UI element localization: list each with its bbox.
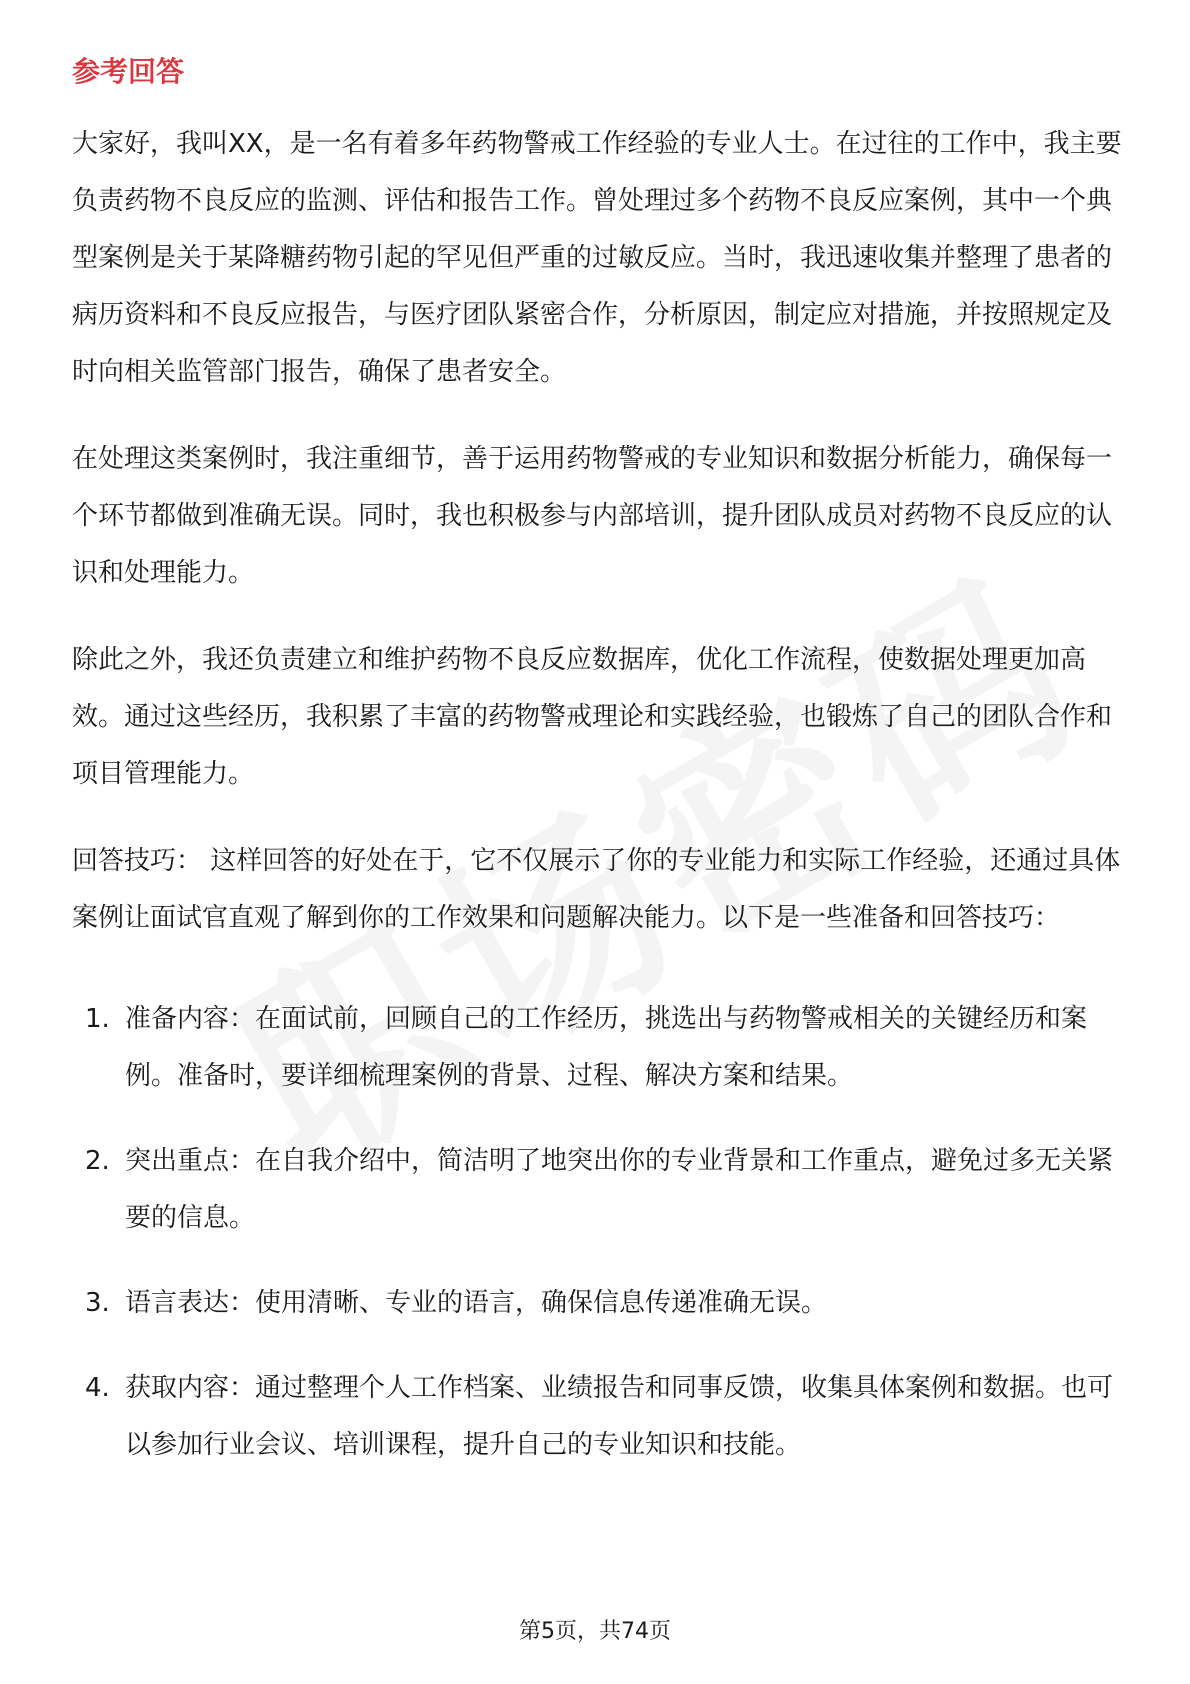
answer-content xyxy=(72,116,1122,1502)
intro-paragraph: 大家好，我叫XX，是一名有着多年药物警戒工作经验的专业人士。在过往的工作中，我主要负责药物不良反应的监测、评估和报告工作。曾处理过多个药物不良反应案例，其中一个典型案例是关于某降糖药物引起的罕见但严重的过敏反应。当时，我迅速收集并整理了患者的病历资料和不良反应报告，与医疗团队紧密合作，分析原因，制定应对措施，并按照规定及时向相关监管部门报告，确保了患者安全。 xyxy=(72,129,1122,387)
list-item-number: 4. xyxy=(85,1373,110,1403)
list-item xyxy=(72,991,1122,1105)
section-title: 参考回答 xyxy=(72,55,185,88)
list-item-number: 3. xyxy=(85,1288,110,1318)
list-item xyxy=(72,1360,1122,1474)
list-item-number: 2. xyxy=(85,1146,110,1176)
list-item-text: 突出重点：在自我介绍中，简洁明了地突出你的专业背景和工作重点，避免过多无关紧要的信息。 xyxy=(125,1146,1114,1233)
experience-paragraph: 除此之外，我还负责建立和维护药物不良反应数据库，优化工作流程，使数据处理更加高效。通过这些经历，我积累了丰富的药物警戒理论和实践经验，也锻炼了自己的团队合作和项目管理能力。 xyxy=(72,645,1113,789)
list-item-text: 准备内容：在面试前，回顾自己的工作经历，挑选出与药物警戒相关的关键经历和案例。准备时，要详细梳理案例的背景、过程、解决方案和结果。 xyxy=(125,1004,1088,1091)
detail-paragraph: 在处理这类案例时，我注重细节，善于运用药物警戒的专业知识和数据分析能力，确保每一个环节都做到准确无误。同时，我也积极参与内部培训，提升团队成员对药物不良反应的认识和处理能力。 xyxy=(72,444,1113,588)
list-item-text: 获取内容：通过整理个人工作档案、业绩报告和同事反馈，收集具体案例和数据。也可以参加行业会议、培训课程，提升自己的专业知识和技能。 xyxy=(125,1373,1114,1460)
tips-list xyxy=(72,991,1122,1474)
page-footer: 第5页，共74页 xyxy=(519,1619,671,1644)
tips-paragraph: 回答技巧： 这样回答的好处在于，它不仅展示了你的专业能力和实际工作经验，还通过具体案例让面试官直观了解到你的工作效果和问题解决能力。以下是一些准备和回答技巧： xyxy=(72,846,1121,933)
list-item xyxy=(72,1275,1122,1332)
list-item-number: 1. xyxy=(85,1004,110,1034)
list-item-text: 语言表达：使用清晰、专业的语言，确保信息传递准确无误。 xyxy=(125,1288,828,1318)
list-item xyxy=(72,1133,1122,1247)
